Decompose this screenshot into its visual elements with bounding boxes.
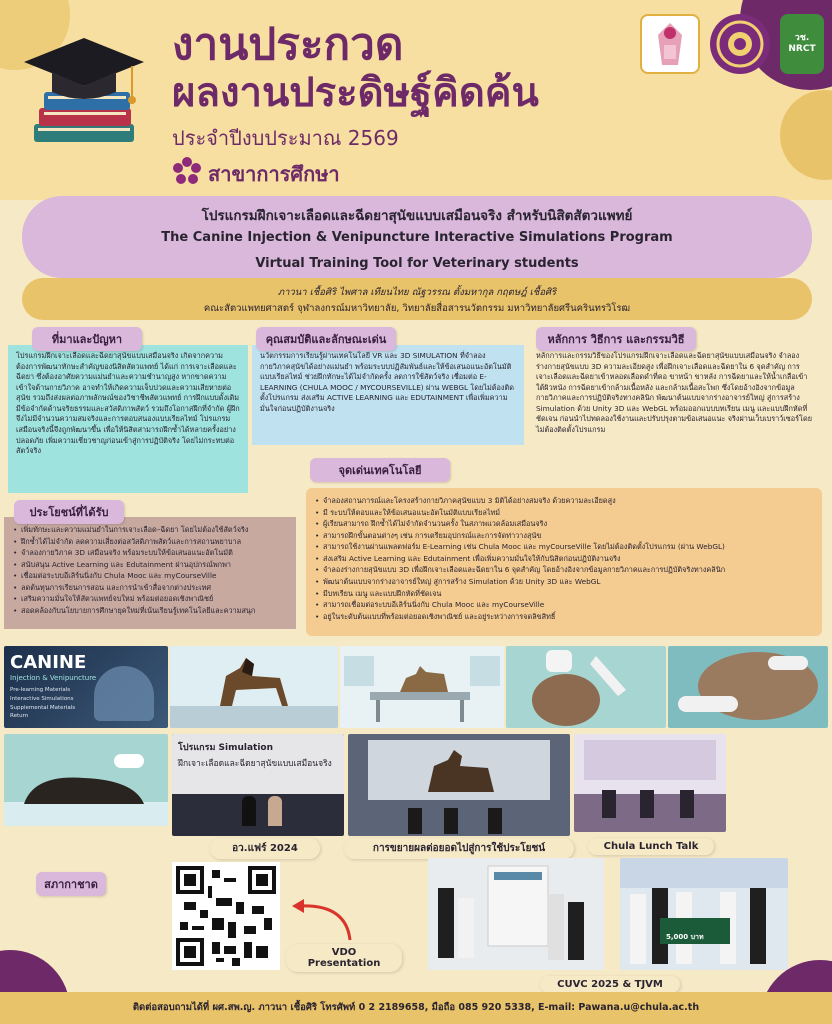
main-title-line1: งานประกวด — [172, 19, 404, 70]
caption-extension: การขยายผลต่อยอดไปสู่การใช้ประโยชน์ — [344, 838, 574, 859]
highlights-item: • จำลองร่างกายสุนัขแบบ 3D เพื่อฝึกเจาะเลือดและฉีดยาใน 6 จุดสำคัญ โดยอ้างอิงจากข้อมูลกายวิภาคและการปฏิบัติจริงทางคลินิก — [314, 565, 814, 576]
award-photo — [620, 858, 788, 970]
principles-label: หลักการ วิธีการ และกรรมวิธี — [536, 327, 696, 351]
caption-lunch-talk: Chula Lunch Talk — [588, 838, 714, 855]
features-label: คุณสมบัติและลักษณะเด่น — [256, 327, 396, 351]
background-panel — [8, 345, 248, 493]
benefits-item: • ฝึกซ้ำได้ไม่จำกัด ลดความเสี่ยงต่อสวัสดิภาพสัตว์และการสถานพยาบาล — [12, 537, 288, 548]
features-panel — [252, 345, 524, 445]
nrct-logo-text: วช. NRCT — [788, 33, 816, 54]
highlights-list — [314, 496, 814, 622]
project-title-en1: The Canine Injection & Venipuncture Interactive Simulations Program — [161, 230, 673, 245]
benefits-item: • เสริมความมั่นใจให้สัตวแพทย์จบใหม่ พร้อมต่อยอดเชิงพาณิชย์ — [12, 594, 288, 605]
features-text: นวัตกรรมการเรียนรู้ผ่านเทคโนโลยี VR และ 3D SIMULATION ที่จำลองกายวิภาคสุนัขได้อย่างแม่นยำ พร้อมระบบปฏิสัมพันธ์และให้ข้อเสนอแนะอัตโนมัติแบบเรียลไทม์ ช่วยฝึกทักษะได้ไม่จำกัดครั้ง ลดการใช้สัตว์จริง เชื่อมต่อ E-LEARNING (CHULA MOOC / MYCOURSEVILLE) ผ่าน WEBGL โดยไม่ต้องติดตั้งโปรแกรม ส่งเสริม ACTIVE LEARNING และ EDUTAINMENT เพื่อเพิ่มความมั่นใจก่อนปฏิบัติงานจริง — [260, 351, 514, 413]
principles-text: หลักการและกรรมวิธีของโปรแกรมฝึกเจาะเลือดและฉีดยาสุนัขแบบเสมือนจริง จำลองร่างกายสุนัขแบบ 3D ความละเอียดสูง เพื่อฝึกเจาะเลือดและฉีดยาใน 6 จุดสำคัญ การเจาะเลือดและฉีดยาเข้าหลอดเลือดดำที่คอ ขาหน้า ขาหลัง การฉีดยาและให้น้ำเกลือเข้าใต้ผิวหนัง การฉีดยาเข้ากล้ามเนื้อหลัง และกล้ามเนื้อสะโพก ซึ่งโดยอ้างอิงจากข้อมูลกายวิภาคและการปฏิบัติจริงทางคลินิก พัฒนาต้นแบบจากร่างอาจารย์ใหญ่ สู่การสร้าง Simulation ด้วย Unity 3D และ WebGL พร้อมออกแบบบทเรียน เมนู และแบบฝึกหัดที่ชัดเจน ก่อนนำไปทดลองใช้งานและปรับปรุงตามข้อเสนอแนะ จริงผ่านเว็บเบราว์เซอร์โดยไม่ต้องติดตั้งโปรแกรม — [536, 351, 812, 435]
cheque-amount: 5,000 บาท — [666, 933, 704, 941]
fiscal-year-subtitle: ประจำปีงบประมาณ 2569 — [172, 126, 399, 150]
project-title-th: โปรแกรมฝึกเจาะเลือดและฉีดยาสุนัขแบบเสมือนจริง สำหรับนิสิตสัตวแพทย์ — [201, 208, 633, 224]
highlights-item: • ส่งเสริม Active Learning และ Edutainment เพื่อเพิ่มความมั่นใจให้กับนิสิตก่อนปฏิบัติงานจริง — [314, 554, 814, 565]
benefits-list — [12, 525, 288, 617]
highlights-item: • สามารถเชื่อมต่อระบบอีเลิร์นนิ่งกับ Chula Mooc และ myCourseVille — [314, 600, 814, 611]
canine-menu-4: Return — [10, 713, 29, 720]
benefits-item: • จำลองกายวิภาค 3D เสมือนจริง พร้อมระบบให้ข้อเสนอแนะอัตโนมัติ — [12, 548, 288, 559]
canine-menu-3: Supplemental Materials — [10, 704, 76, 711]
canine-menu-1: Pre-learning Materials — [10, 687, 71, 693]
canine-title-screen-photo — [4, 646, 168, 728]
stage-banner-1: โปรแกรม Simulation — [178, 743, 274, 753]
3d-dog-lying-photo — [4, 734, 168, 826]
lunch-talk-photo — [574, 734, 726, 832]
background-text: โปรแกรมฝึกเจาะเลือดและฉีดยาสุนัขแบบเสมือนจริง เกิดจากความต้องการพัฒนาทักษะสำคัญของนิสิตสัตวแพทย์ ได้แก่ การเจาะเลือดและฉีดยา ซึ่งต้องอาศัยความแม่นยำและความชำนาญสูง หากขาดความเข้าใจด้านกายวิภาค อาจทำให้เกิดความเจ็บปวดและความเสียหายต่อสุนัข รวมถึงส่งผลต่อภาพลักษณ์ของวิชาชีพสัตวแพทย์ การฝึกแบบดั้งเดิมมีข้อจำกัดด้านจริยธรรมและสวัสดิภาพสัตว์ รวมถึงโอกาสฝึกที่จำกัด ผู้ฝึกจึงไม่มีจำนวนความสมจริงและการตอบสนองแบบเรียลไทม์ โปรแกรมเสมือนจริงนี้จึงถูกพัฒนาขึ้น เพื่อให้นิสิตสามารถฝึกซ้ำได้หลายครั้งอย่างปลอดภัย เพิ่มความเชี่ยวชาญก่อนเข้าสู่การปฏิบัติจริง โดยไม่กระทบต่อสัตว์จริง — [16, 351, 240, 456]
benefits-label: ประโยชน์ที่ได้รับ — [14, 500, 124, 524]
highlights-item: • ผู้เรียนสามารถ ฝึกซ้ำได้ไม่จำกัดจำนวนครั้ง ในสภาพแวดล้อมเสมือนจริง — [314, 519, 814, 530]
highlights-item: • จำลองสถานการณ์และโครงสร้างกายวิภาคสุนัขแบบ 3 มิติได้อย่างสมจริง ด้วยความละเอียดสูง — [314, 496, 814, 507]
stage-banner-2: ฝึกเจาะเลือดและฉีดยาสุนัขแบบเสมือนจริง — [178, 759, 332, 769]
benefits-item: • เพิ่มทักษะและความแม่นยำในการเจาะเลือด–ฉีดยา โดยไม่ต้องใช้สัตว์จริง — [12, 525, 288, 536]
benefits-item: • สนับสนุน Active Learning และ Edutainment ผ่านอุปกรณ์พกพา — [12, 560, 288, 571]
chula-logo — [640, 14, 700, 74]
caption-fair: อว.แฟร์ 2024 — [210, 838, 320, 859]
benefits-item: • สอดคล้องกับนโยบายการศึกษายุคใหม่ที่เน้นเรียนรู้เทคโนโลยีและความสนุก — [12, 606, 288, 617]
background-label: ที่มาและปัญหา — [32, 327, 142, 351]
swu-logo — [710, 14, 770, 74]
qr-code[interactable] — [172, 862, 280, 970]
project-title-en2: Virtual Training Tool for Veterinary students — [255, 256, 579, 271]
3d-injection-leg-photo — [506, 646, 666, 728]
principles-panel — [528, 345, 822, 465]
nrct-logo — [780, 14, 824, 74]
graduation-cap-icon — [14, 28, 154, 158]
3d-exam-room-photo — [340, 646, 504, 728]
footer-contact: ติดต่อสอบถามได้ที่ ผศ.สพ.ญ. ภาวนา เชื้อศิริ โทรศัพท์ 0 2 2189658, มือถือ 085 920 5338, E-mail: Pawana.u@chula.ac.th — [132, 1002, 700, 1013]
affiliation: คณะสัตวแพทยศาสตร์ จุฬาลงกรณ์มหาวิทยาลัย, วิทยาลัยสื่อสารนวัตกรรม มหาวิทยาลัยศรีนครินทรวิโรฒ — [203, 303, 631, 314]
highlights-item: • สามารถฝึกขั้นตอนต่างๆ เช่น การเตรียมอุปกรณ์และการจัดท่าวางสุนัข — [314, 531, 814, 542]
caption-cuvc: CUVC 2025 & TJVM — [540, 976, 680, 993]
arrow-icon — [286, 896, 356, 946]
benefits-item: • เชื่อมต่อระบบอีเลิร์นนิ่งกับ Chula Mooc และ myCourseVille — [12, 571, 288, 582]
flower-icon — [172, 156, 202, 186]
highlights-item: • พัฒนาต้นแบบจากร่างอาจารย์ใหญ่ สู่การสร้าง Simulation ด้วย Unity 3D และ WebGL — [314, 577, 814, 588]
highlights-item: • มี ระบบให้ตอบและให้ข้อเสนอแนะอัตโนมัติแบบเรียลไทม์ — [314, 508, 814, 519]
benefits-panel — [4, 517, 296, 629]
3d-dog-model-photo-1 — [170, 646, 338, 728]
canine-menu-2: Interactive Simulations — [10, 695, 74, 702]
main-title-line2: ผลงานประดิษฐ์คิดค้น — [172, 70, 539, 116]
highlights-label: จุดเด่นเทคโนโลยี — [310, 458, 450, 482]
benefits-item: • ลดต้นทุนการเรียนการสอน และการนำเข้าสื่อจากต่างประเทศ — [12, 583, 288, 594]
highlights-panel — [306, 488, 822, 636]
stage-presentation-photo — [172, 734, 344, 836]
3d-venipuncture-photo — [668, 646, 828, 728]
caption-vdo[interactable]: VDO Presentation — [286, 944, 402, 972]
exhibition-stage-photo — [348, 734, 570, 836]
canine-subtitle: Injection & Venipuncture — [10, 674, 97, 682]
highlights-item: • มีบทเรียน เมนู และแบบฝึกหัดที่ชัดเจน — [314, 589, 814, 600]
poster-exhibit-photo — [428, 858, 604, 970]
canine-title: CANINE — [10, 652, 87, 673]
highlights-item: • สามารถใช้งานผ่านแพลตฟอร์ม E-Learning เช่น Chula Mooc และ myCourseVille โดยไม่ต้องติดตั้งโปรแกรม (ผ่าน WebGL) — [314, 542, 814, 553]
authors: ภาวนา เชื้อศิริ ไพศาล เทียนไทย ณัฐวรรณ ตั้งมหากุล กฤตษฎ์ เชื้อศิริ — [277, 287, 557, 298]
category-label: สาขาการศึกษา — [208, 162, 340, 186]
highlights-item: • อยู่ในระดับต้นแบบที่พร้อมต่อยอดเชิงพาณิชย์ และอยู่ระหว่างการจดลิขสิทธิ์ — [314, 612, 814, 623]
demo-label: สภากาชาด — [36, 872, 106, 896]
